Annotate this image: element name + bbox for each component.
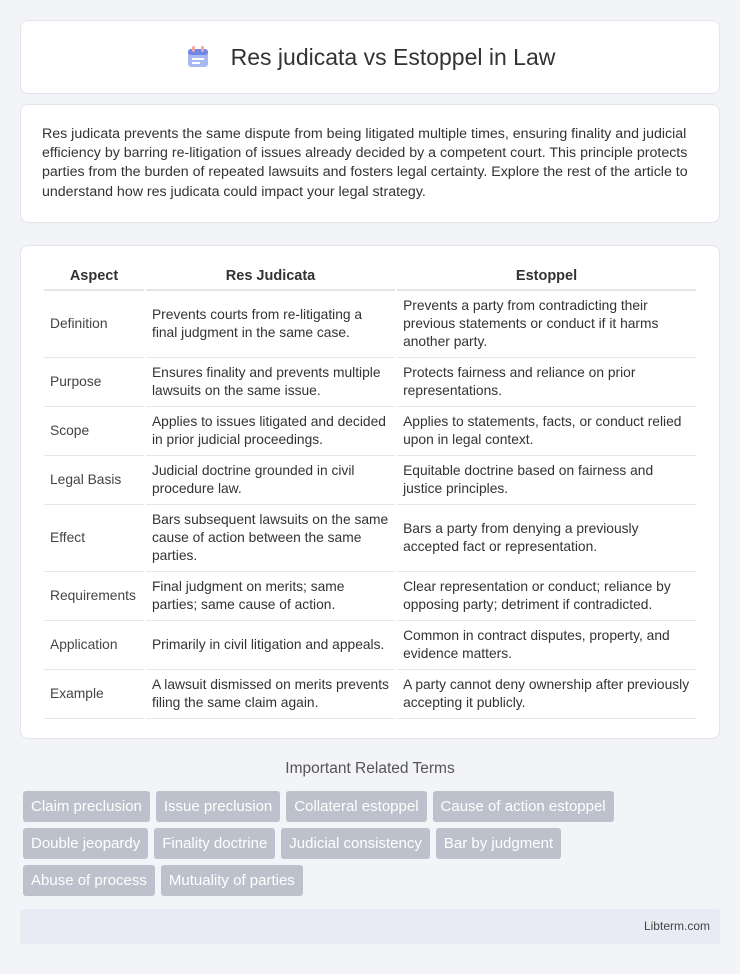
page-title: Res judicata vs Estoppel in Law xyxy=(230,43,556,70)
row-res-judicata: Prevents courts from re-litigating a final judgment in the same case. xyxy=(146,291,395,358)
row-estoppel: Equitable doctrine based on fairness and justice principles. xyxy=(397,456,696,505)
row-aspect: Application xyxy=(44,621,144,670)
tag-finality-doctrine[interactable]: Finality doctrine xyxy=(154,828,275,859)
table-row xyxy=(44,407,696,456)
row-res-judicata: Applies to issues litigated and decided in prior judicial proceedings. xyxy=(146,407,395,456)
related-terms xyxy=(23,791,723,902)
row-res-judicata: Bars subsequent lawsuits on the same cause of action between the same parties. xyxy=(146,505,395,572)
row-aspect: Definition xyxy=(44,291,144,358)
tag-abuse-of-process[interactable]: Abuse of process xyxy=(23,865,155,896)
table-row xyxy=(44,621,696,670)
tag-bar-by-judgment[interactable]: Bar by judgment xyxy=(436,828,561,859)
row-res-judicata: A lawsuit dismissed on merits prevents filing the same claim again. xyxy=(146,670,395,719)
footer xyxy=(20,909,720,944)
table-row xyxy=(44,456,696,505)
tag-row xyxy=(23,865,723,896)
tag-claim-preclusion[interactable]: Claim preclusion xyxy=(23,791,150,822)
table-header-row xyxy=(44,263,696,291)
header-res-judicata: Res Judicata xyxy=(146,263,395,291)
header-estoppel: Estoppel xyxy=(397,263,696,291)
row-res-judicata: Ensures finality and prevents multiple lawsuits on the same issue. xyxy=(146,358,395,407)
footer-link[interactable]: Libterm.com xyxy=(643,919,710,933)
row-res-judicata: Final judgment on merits; same parties; same cause of action. xyxy=(146,572,395,621)
intro-text: Res judicata prevents the same dispute from being litigated multiple times, ensuring finality and judicial efficiency by barring re-litigation of issues already decided by a competent court. This principle protects parties from the burden of repeated lawsuits and fosters legal certainty. Explore the rest of the article to understand how res judicata could impact your legal strategy. xyxy=(42,126,688,200)
table-row xyxy=(44,291,696,358)
comparison-table xyxy=(42,263,698,719)
row-estoppel: Prevents a party from contradicting their previous statements or conduct if it harms another party. xyxy=(397,291,696,358)
tag-cause-of-action-estoppel[interactable]: Cause of action estoppel xyxy=(433,791,614,822)
tag-issue-preclusion[interactable]: Issue preclusion xyxy=(156,791,280,822)
header-card xyxy=(20,20,720,94)
table-row xyxy=(44,505,696,572)
tag-row xyxy=(23,828,723,859)
tag-judicial-consistency[interactable]: Judicial consistency xyxy=(281,828,430,859)
row-aspect: Effect xyxy=(44,505,144,572)
header-aspect: Aspect xyxy=(44,263,144,291)
tag-double-jeopardy[interactable]: Double jeopardy xyxy=(23,828,148,859)
row-aspect: Legal Basis xyxy=(44,456,144,505)
tag-row xyxy=(23,791,723,822)
row-estoppel: A party cannot deny ownership after previously accepting it publicly. xyxy=(397,670,696,719)
row-estoppel: Bars a party from denying a previously accepted fact or representation. xyxy=(397,505,696,572)
row-estoppel: Protects fairness and reliance on prior representations. xyxy=(397,358,696,407)
table-row xyxy=(44,670,696,719)
row-res-judicata: Primarily in civil litigation and appeals. xyxy=(146,621,395,670)
row-estoppel: Clear representation or conduct; reliance by opposing party; detriment if contradicted. xyxy=(397,572,696,621)
related-terms-title: Important Related Terms xyxy=(285,760,455,777)
table-row xyxy=(44,572,696,621)
row-estoppel: Common in contract disputes, property, and evidence matters. xyxy=(397,621,696,670)
row-estoppel: Applies to statements, facts, or conduct relied upon in legal context. xyxy=(397,407,696,456)
table-row xyxy=(44,358,696,407)
tag-mutuality-of-parties[interactable]: Mutuality of parties xyxy=(161,865,303,896)
row-aspect: Scope xyxy=(44,407,144,456)
intro-card xyxy=(20,104,720,223)
calendar-icon xyxy=(185,44,211,70)
row-aspect: Example xyxy=(44,670,144,719)
comparison-card xyxy=(20,245,720,739)
row-aspect: Purpose xyxy=(44,358,144,407)
tag-collateral-estoppel[interactable]: Collateral estoppel xyxy=(286,791,426,822)
row-res-judicata: Judicial doctrine grounded in civil procedure law. xyxy=(146,456,395,505)
row-aspect: Requirements xyxy=(44,572,144,621)
